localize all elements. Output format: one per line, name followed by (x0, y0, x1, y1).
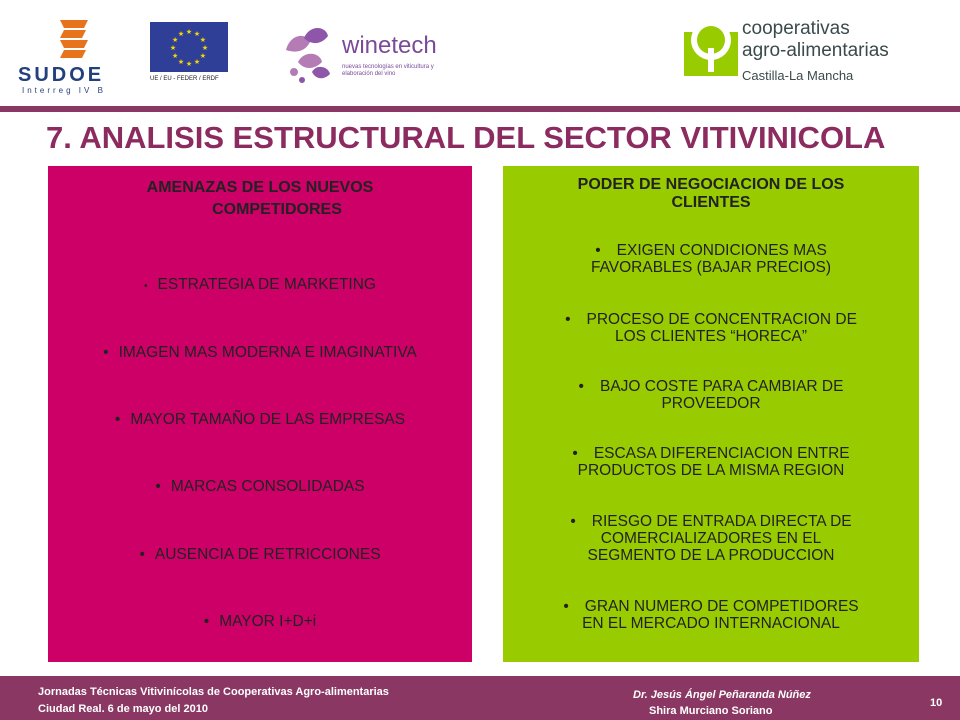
list-item: • RIESGO DE ENTRADA DIRECTA DE COMERCIALIZADORES EN EL SEGMENTO DE LA PRODUCCION (570, 513, 852, 564)
list-item: • AUSENCIA DE RETRICCIONES (139, 546, 381, 563)
header-divider (0, 106, 960, 112)
cooperativas-logo (684, 18, 944, 98)
author-secondary: Shira Murciano Soriano (649, 705, 773, 717)
list-item: • BAJO COSTE PARA CAMBIAR DE PROVEEDOR (578, 378, 844, 412)
eu-star-icon: ★ (177, 31, 185, 39)
threats-heading-line2: COMPETIDORES (212, 201, 342, 218)
clients-panel (503, 166, 919, 662)
bullet-icon: • (565, 311, 571, 328)
list-item: • ESCASA DIFERENCIACION ENTRE PRODUCTOS DE LA MISMA REGION (572, 445, 850, 479)
eu-star-icon: ★ (172, 37, 179, 44)
author-primary: Dr. Jesús Ángel Peñaranda Núñez (633, 689, 811, 701)
clients-heading-line1: PODER DE NEGOCIACION DE LOS (577, 176, 845, 193)
cooperativas-line1: cooperativas (742, 18, 850, 39)
bullet-icon: • (139, 546, 145, 563)
list-item: • MAYOR I+D+i (203, 613, 317, 630)
cooperativas-line2: agro-alimentarias (742, 40, 889, 61)
eu-logo (150, 22, 230, 86)
bullet-icon: • (155, 478, 161, 495)
list-item: • ESTRATEGIA DE MARKETING (144, 276, 376, 293)
threats-panel (48, 166, 472, 662)
bullet-icon: • (572, 445, 578, 462)
list-item: • MAYOR TAMAÑO DE LAS EMPRESAS (114, 411, 406, 428)
eu-star-icon: ★ (193, 31, 201, 39)
sudoe-wordmark: SUDOE (18, 64, 105, 86)
eu-star-icon: ★ (199, 53, 206, 60)
clients-heading-line2: CLIENTES (671, 194, 751, 211)
clients-heading (503, 176, 919, 212)
footer-bar (0, 676, 960, 720)
winetech-tagline: nuevas tecnologías en viticultura y elaboración del vino (342, 64, 434, 77)
grape-leaf-icon (280, 20, 340, 90)
bullet-icon: • (103, 344, 109, 361)
bullet-icon: • (144, 281, 148, 292)
list-item: • IMAGEN MAS MODERNA E IMAGINATIVA (103, 344, 417, 361)
event-date: Ciudad Real. 6 de mayo del 2010 (38, 703, 208, 715)
eu-star-icon: ★ (177, 58, 185, 66)
list-item: • EXIGEN CONDICIONES MAS FAVORABLES (BAJAR PRECIOS) (590, 242, 832, 276)
sudoe-subtitle: Interreg IV B (22, 86, 106, 95)
slide-title: 7. ANALISIS ESTRUCTURAL DEL SECTOR VITIVINICOLA (46, 120, 886, 155)
page-number: 10 (930, 697, 943, 709)
eu-flag-icon (150, 22, 228, 72)
threats-heading-line1: AMENAZAS DE LOS NUEVOS (146, 179, 374, 196)
bullet-icon: • (595, 242, 601, 259)
bullet-icon: • (563, 598, 569, 615)
bullet-icon: • (570, 513, 576, 530)
sudoe-mark-icon (56, 18, 92, 60)
eu-caption: UE / EU - FEDER / ERDF (150, 76, 219, 82)
eu-star-icon: ★ (199, 37, 206, 44)
list-item: • GRAN NUMERO DE COMPETIDORES EN EL MERCADO INTERNACIONAL (563, 598, 859, 632)
eu-star-icon: ★ (193, 58, 201, 66)
logo-header (0, 0, 960, 108)
event-name: Jornadas Técnicas Vitivinícolas de Cooperativas Agro-alimentarias (38, 686, 389, 698)
cooperativas-mark-icon (684, 18, 738, 76)
winetech-wordmark: winetech (342, 32, 437, 59)
eu-star-icon: ★ (185, 61, 193, 68)
sudoe-logo (14, 14, 134, 95)
eu-star-icon: ★ (201, 45, 209, 52)
eu-star-icon: ★ (185, 29, 193, 36)
eu-star-icon: ★ (172, 53, 179, 60)
eu-star-icon: ★ (169, 45, 177, 52)
bullet-icon: • (203, 613, 210, 630)
cooperativas-region: Castilla-La Mancha (742, 68, 854, 83)
bullet-icon: • (578, 378, 584, 395)
bullet-icon: • (114, 411, 121, 428)
list-item: • PROCESO DE CONCENTRACION DE LOS CLIENTES “HORECA” (565, 311, 857, 345)
winetech-logo (280, 20, 460, 90)
threats-heading (48, 178, 472, 220)
list-item: • MARCAS CONSOLIDADAS (155, 478, 365, 495)
